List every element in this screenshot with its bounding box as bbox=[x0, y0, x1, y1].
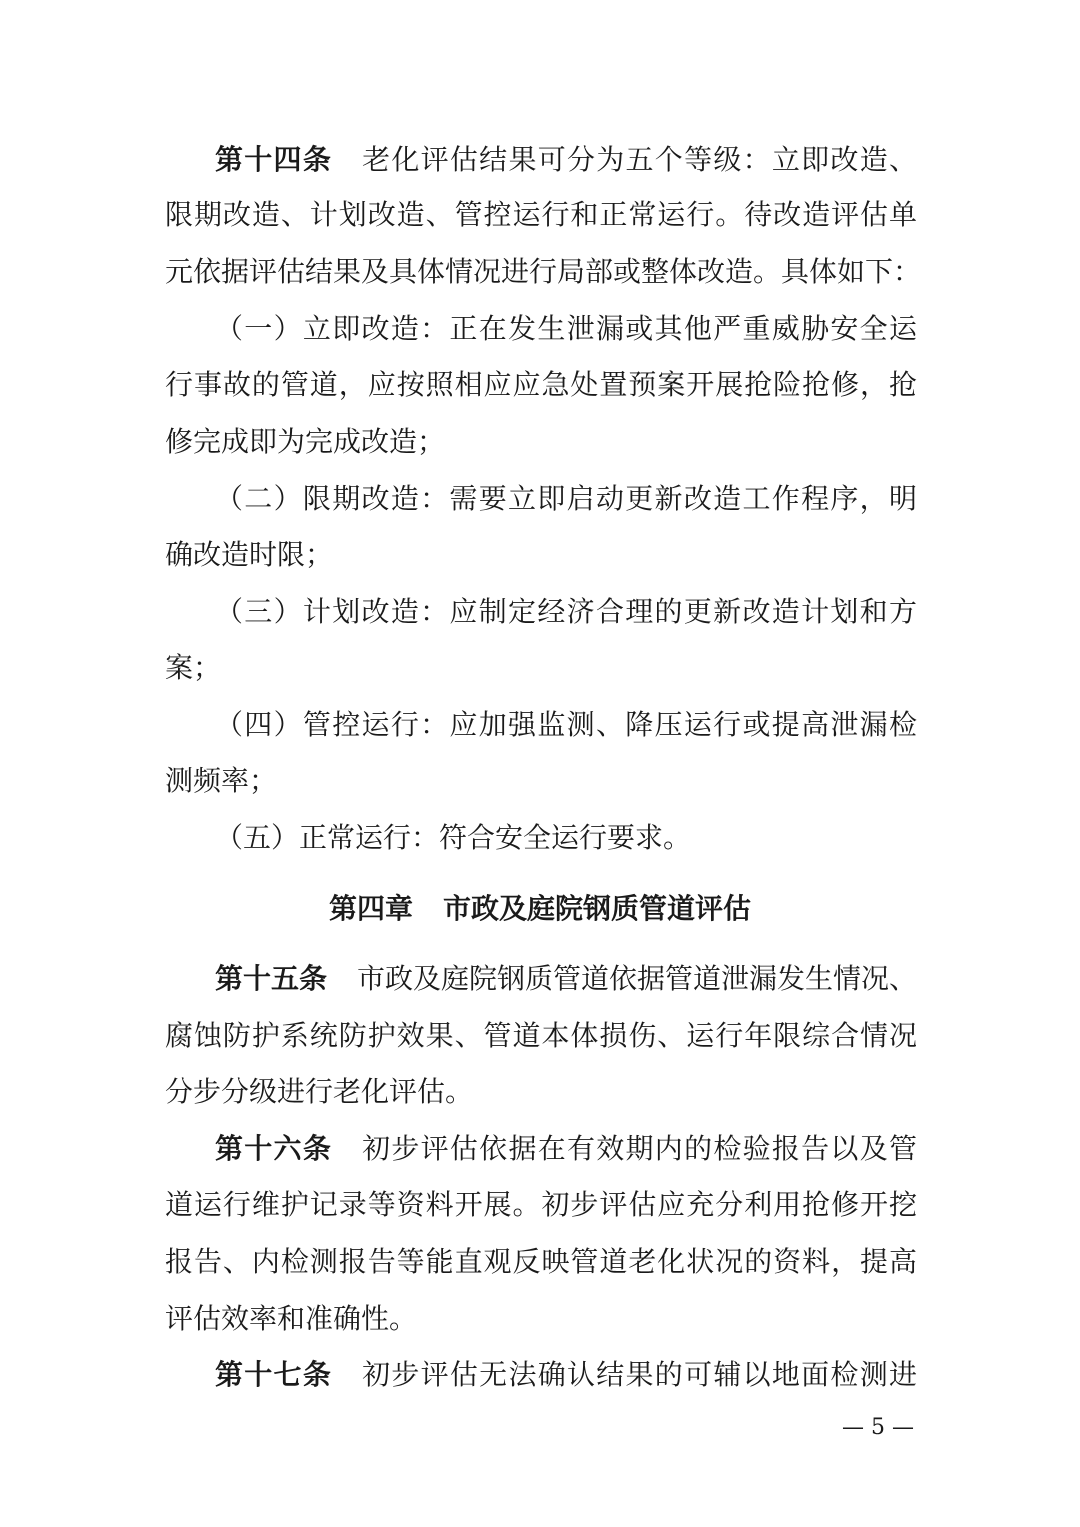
line-text: （二）限期改造：需要立即启动更新改造工作程序，明 bbox=[215, 482, 917, 515]
line-text: 元依据评估结果及具体情况进行局部或整体改造。具体如下： bbox=[165, 255, 922, 288]
text-line bbox=[165, 1185, 917, 1225]
line-text: 腐蚀防护系统防护效果、管道本体损伤、运行年限综合情况 bbox=[165, 1019, 917, 1052]
article-first-line bbox=[165, 140, 917, 180]
article-label: 第十四条 bbox=[215, 143, 333, 176]
line-text: 评估效率和准确性。 bbox=[165, 1302, 418, 1335]
text-line bbox=[165, 535, 917, 575]
text-line bbox=[165, 252, 922, 292]
line-text: 限期改造、计划改造、管控运行和正常运行。待改造评估单 bbox=[165, 198, 917, 231]
line-text: 道运行维护记录等资料开展。初步评估应充分利用抢修开挖 bbox=[165, 1188, 917, 1221]
text-line bbox=[165, 705, 917, 745]
chapter-heading bbox=[0, 889, 1080, 929]
article-first-line bbox=[165, 1355, 917, 1395]
article-first-line bbox=[165, 1129, 917, 1169]
text-line bbox=[165, 195, 917, 235]
text-line bbox=[165, 365, 917, 405]
line-text: （一）立即改造：正在发生泄漏或其他严重威胁安全运 bbox=[215, 312, 917, 345]
line-text: 初步评估无法确认结果的可辅以地面检测进 bbox=[362, 1358, 917, 1391]
line-text: 老化评估结果可分为五个等级：立即改造、 bbox=[362, 143, 917, 176]
article-label: 第十五条 bbox=[215, 962, 328, 995]
line-text: （四）管控运行：应加强监测、降压运行或提高泄漏检 bbox=[215, 708, 917, 741]
text-line bbox=[165, 761, 917, 801]
text-line bbox=[165, 592, 917, 632]
text-line bbox=[165, 309, 917, 349]
line-text: 修完成即为完成改造； bbox=[165, 425, 446, 458]
line-text: 测频率； bbox=[165, 764, 278, 797]
line-text: 案； bbox=[165, 651, 222, 684]
text-line bbox=[165, 479, 917, 519]
text-line bbox=[165, 648, 917, 688]
page-number: — 5 — bbox=[842, 1415, 914, 1440]
text-line bbox=[165, 818, 917, 858]
chapter-number: 第四章 bbox=[328, 892, 413, 925]
line-text: 初步评估依据在有效期内的检验报告以及管 bbox=[362, 1132, 917, 1165]
article-label: 第十七条 bbox=[215, 1358, 333, 1391]
article-first-line bbox=[165, 959, 917, 999]
line-text: （五）正常运行：符合安全运行要求。 bbox=[215, 821, 692, 854]
line-text: 市政及庭院钢质管道依据管道泄漏发生情况、 bbox=[357, 962, 918, 995]
line-text: （三）计划改造：应制定经济合理的更新改造计划和方 bbox=[215, 595, 917, 628]
text-line bbox=[165, 1242, 917, 1282]
text-line bbox=[165, 1016, 917, 1056]
line-text: 分步分级进行老化评估。 bbox=[165, 1075, 474, 1108]
text-line bbox=[165, 1072, 917, 1112]
line-text: 报告、内检测报告等能直观反映管道老化状况的资料，提高 bbox=[165, 1245, 917, 1278]
article-label: 第十六条 bbox=[215, 1132, 333, 1165]
line-text: 行事故的管道，应按照相应应急处置预案开展抢险抢修，抢 bbox=[165, 368, 917, 401]
text-line bbox=[165, 1299, 917, 1339]
text-line bbox=[165, 422, 917, 462]
chapter-title: 市政及庭院钢质管道评估 bbox=[443, 892, 752, 925]
line-text: 确改造时限； bbox=[165, 538, 334, 571]
